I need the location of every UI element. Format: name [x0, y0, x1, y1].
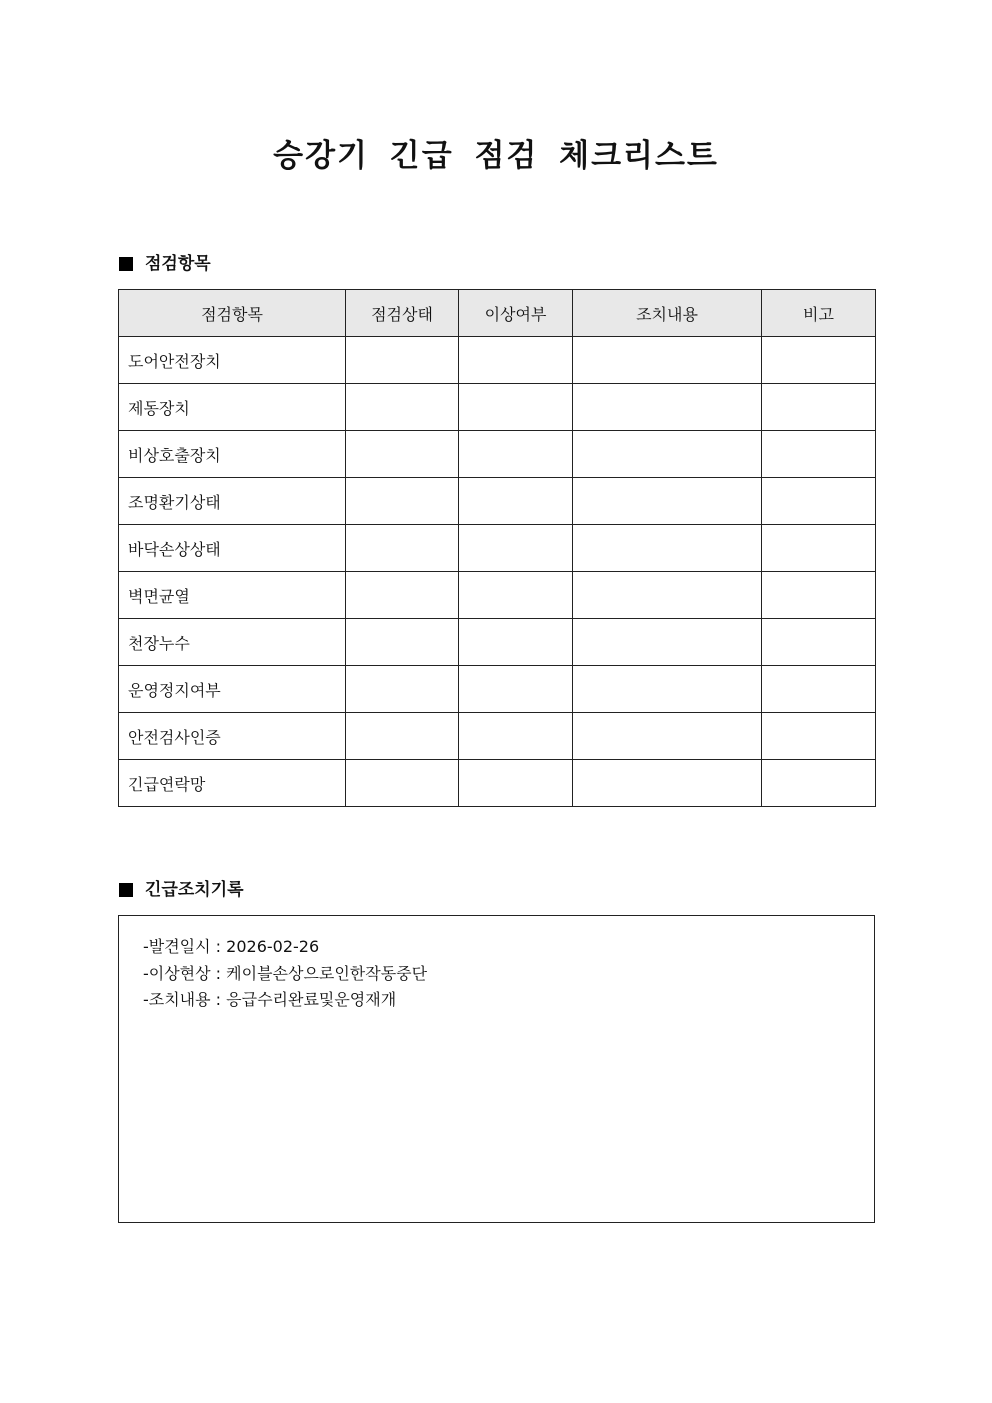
- table-row: [119, 337, 876, 384]
- record-line-symptom: -이상현상 : 케이블손상으로인한작동중단: [143, 963, 428, 983]
- table-row: [119, 619, 876, 666]
- status-cell[interactable]: [346, 431, 459, 478]
- document-title: 승강기 긴급 점검 체크리스트: [273, 138, 719, 174]
- abnormal-cell[interactable]: [459, 713, 573, 760]
- item-cell: 천장누수: [119, 619, 346, 666]
- note-cell[interactable]: [762, 525, 876, 572]
- table-row: [119, 572, 876, 619]
- section-heading-label: 긴급조치기록: [145, 880, 244, 900]
- inspection-table: [118, 289, 876, 807]
- status-cell[interactable]: [346, 384, 459, 431]
- action-cell[interactable]: [573, 572, 762, 619]
- abnormal-cell[interactable]: [459, 384, 573, 431]
- square-bullet-icon: [119, 883, 133, 897]
- action-cell[interactable]: [573, 619, 762, 666]
- item-cell: 도어안전장치: [119, 337, 346, 384]
- table-row: [119, 760, 876, 807]
- action-cell[interactable]: [573, 760, 762, 807]
- item-cell: 제동장치: [119, 384, 346, 431]
- section-heading-label: 점검항목: [145, 254, 211, 274]
- status-cell[interactable]: [346, 713, 459, 760]
- table-row: [119, 478, 876, 525]
- item-cell: 긴급연락망: [119, 760, 346, 807]
- note-cell[interactable]: [762, 337, 876, 384]
- record-line-action: -조치내용 : 응급수리완료및운영재개: [143, 990, 397, 1009]
- record-lines: [143, 934, 427, 1014]
- abnormal-cell[interactable]: [459, 572, 573, 619]
- status-cell[interactable]: [346, 337, 459, 384]
- item-cell: 바닥손상상태: [119, 525, 346, 572]
- table-header-row: [119, 290, 876, 337]
- column-header-action: 조치내용: [573, 290, 762, 337]
- item-cell: 운영정지여부: [119, 666, 346, 713]
- item-cell: 벽면균열: [119, 572, 346, 619]
- status-cell[interactable]: [346, 572, 459, 619]
- item-cell: 안전검사인증: [119, 713, 346, 760]
- abnormal-cell[interactable]: [459, 337, 573, 384]
- table-row: [119, 666, 876, 713]
- note-cell[interactable]: [762, 478, 876, 525]
- item-cell: 비상호출장치: [119, 431, 346, 478]
- action-cell[interactable]: [573, 713, 762, 760]
- table-row: [119, 384, 876, 431]
- action-cell[interactable]: [573, 431, 762, 478]
- note-cell[interactable]: [762, 760, 876, 807]
- abnormal-cell[interactable]: [459, 760, 573, 807]
- action-cell[interactable]: [573, 525, 762, 572]
- section-heading-inspection-items: [119, 252, 211, 276]
- action-cell[interactable]: [573, 478, 762, 525]
- status-cell[interactable]: [346, 525, 459, 572]
- column-header-item: 점검항목: [119, 290, 346, 337]
- abnormal-cell[interactable]: [459, 666, 573, 713]
- item-cell: 조명환기상태: [119, 478, 346, 525]
- square-bullet-icon: [119, 257, 133, 271]
- abnormal-cell[interactable]: [459, 478, 573, 525]
- status-cell[interactable]: [346, 478, 459, 525]
- table-row: [119, 525, 876, 572]
- note-cell[interactable]: [762, 619, 876, 666]
- status-cell[interactable]: [346, 760, 459, 807]
- emergency-record-box[interactable]: [118, 915, 875, 1223]
- column-header-abnormal: 이상여부: [459, 290, 573, 337]
- note-cell[interactable]: [762, 666, 876, 713]
- note-cell[interactable]: [762, 431, 876, 478]
- abnormal-cell[interactable]: [459, 431, 573, 478]
- table-row: [119, 431, 876, 478]
- abnormal-cell[interactable]: [459, 525, 573, 572]
- status-cell[interactable]: [346, 666, 459, 713]
- column-header-note: 비고: [762, 290, 876, 337]
- column-header-status: 점검상태: [346, 290, 459, 337]
- table-row: [119, 713, 876, 760]
- status-cell[interactable]: [346, 619, 459, 666]
- note-cell[interactable]: [762, 713, 876, 760]
- record-line-discovery-date: -발견일시 : 2026-02-26: [143, 937, 320, 956]
- note-cell[interactable]: [762, 572, 876, 619]
- note-cell[interactable]: [762, 384, 876, 431]
- action-cell[interactable]: [573, 384, 762, 431]
- section-heading-emergency-record: [119, 878, 244, 902]
- abnormal-cell[interactable]: [459, 619, 573, 666]
- action-cell[interactable]: [573, 337, 762, 384]
- action-cell[interactable]: [573, 666, 762, 713]
